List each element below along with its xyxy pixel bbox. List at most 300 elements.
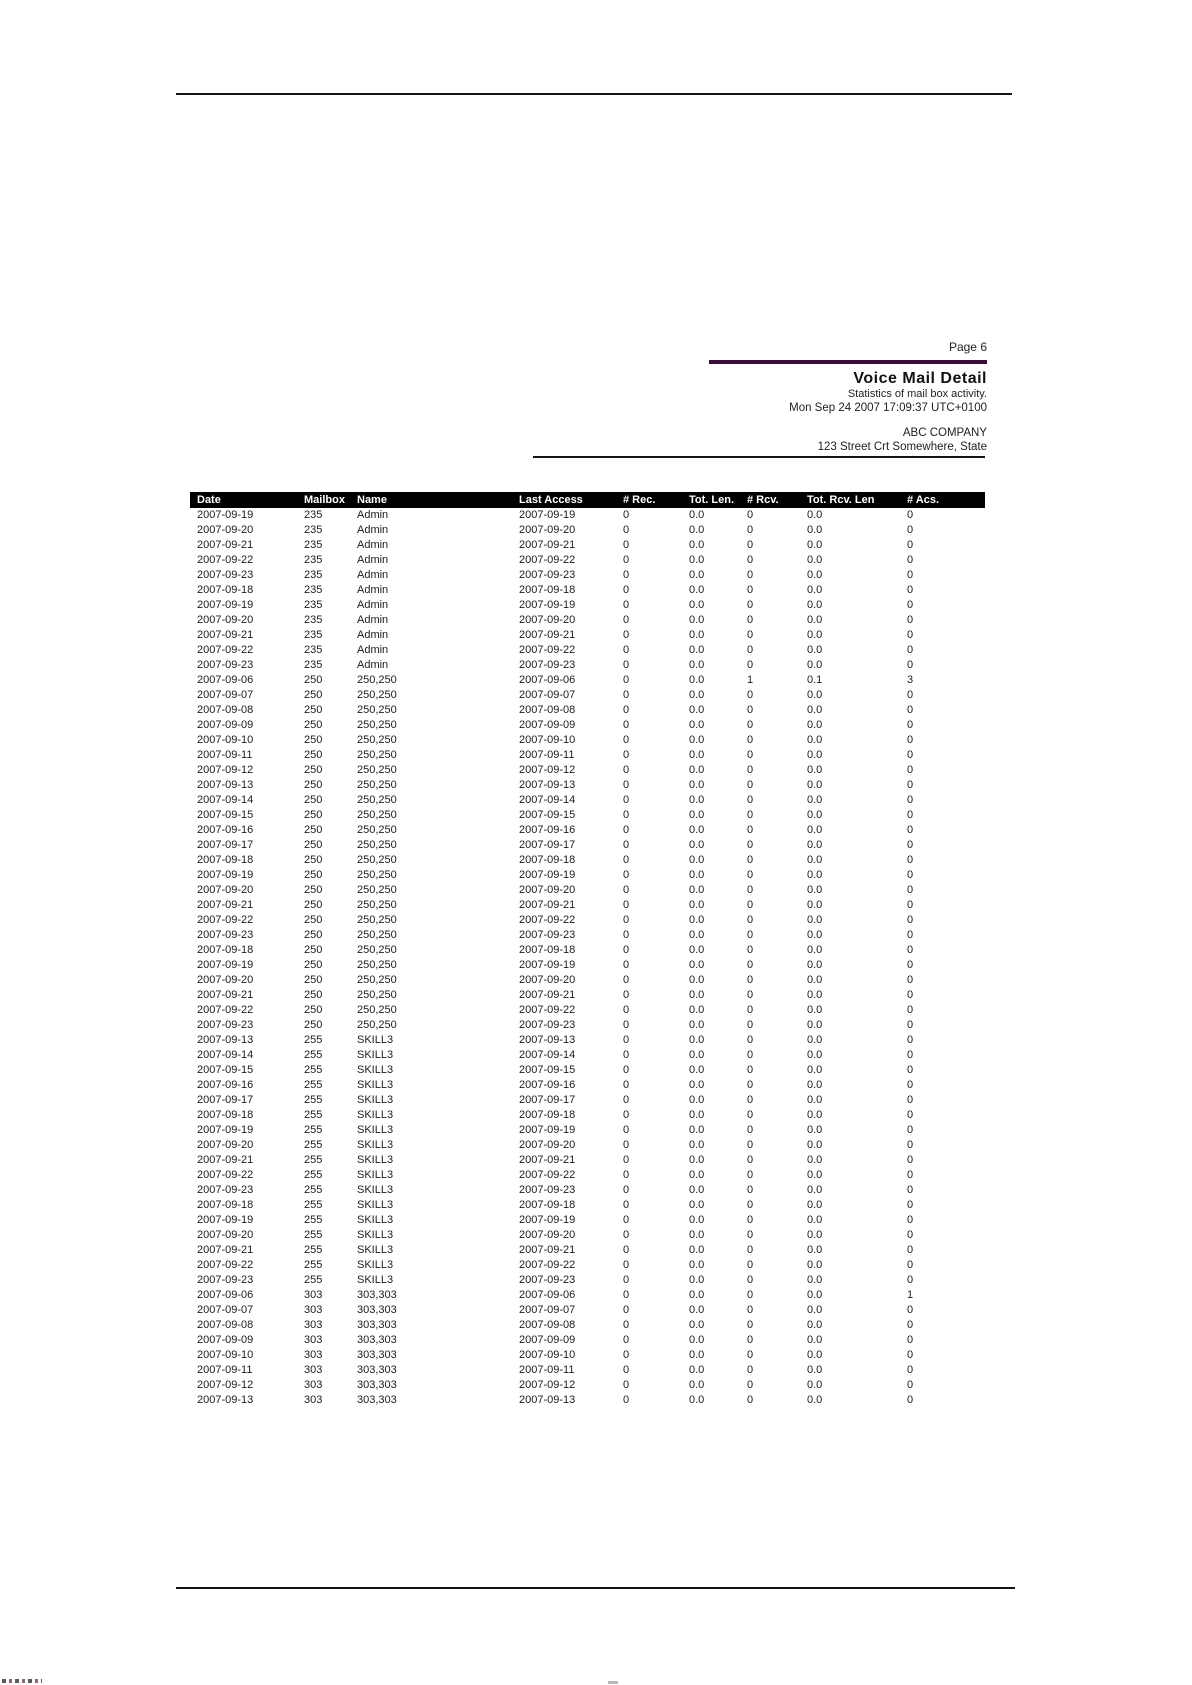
table-row <box>190 1108 985 1123</box>
table-cell: 2007-09-21 <box>519 539 576 551</box>
table-cell: 0.0 <box>807 1049 823 1061</box>
table-cell: SKILL3 <box>357 1109 394 1121</box>
table-cell: 2007-09-20 <box>519 884 576 896</box>
table-cell: 0 <box>623 1289 630 1301</box>
table-cell: 0.0 <box>807 974 823 986</box>
table-row <box>190 1393 985 1408</box>
table-cell: 250 <box>304 764 323 776</box>
table-cell: 0 <box>747 914 754 926</box>
table-cell: 0 <box>623 689 630 701</box>
table-cell: 0 <box>907 629 914 641</box>
address-rule <box>533 456 985 458</box>
table-cell: 0.0 <box>807 749 823 761</box>
table-cell: 0 <box>907 1139 914 1151</box>
table-cell: 0 <box>623 1244 630 1256</box>
table-cell: 2007-09-23 <box>519 569 576 581</box>
table-cell: 0 <box>623 1049 630 1061</box>
table-cell: 0 <box>623 1034 630 1046</box>
table-row <box>190 913 985 928</box>
table-cell: 0 <box>623 539 630 551</box>
table-cell: 0 <box>907 614 914 626</box>
table-row <box>190 583 985 598</box>
table-cell: 250,250 <box>357 719 397 731</box>
table-cell: 0.0 <box>689 674 705 686</box>
table-cell: 255 <box>304 1244 323 1256</box>
table-cell: 2007-09-19 <box>519 869 576 881</box>
table-cell: 0 <box>623 1064 630 1076</box>
table-cell: 0.0 <box>807 854 823 866</box>
table-row <box>190 1048 985 1063</box>
table-cell: 2007-09-06 <box>197 1289 254 1301</box>
table-cell: 0.0 <box>689 1079 705 1091</box>
table-cell: 1 <box>907 1289 914 1301</box>
table-cell: 0 <box>907 779 914 791</box>
table-cell: 0 <box>907 1154 914 1166</box>
table-cell: 0.0 <box>807 569 823 581</box>
table-cell: 2007-09-23 <box>519 1019 576 1031</box>
table-cell: 2007-09-23 <box>197 569 254 581</box>
table-cell: 0 <box>907 869 914 881</box>
table-cell: 0.0 <box>689 1289 705 1301</box>
table-row <box>190 598 985 613</box>
table-cell: 0.0 <box>807 824 823 836</box>
table-cell: 250 <box>304 809 323 821</box>
table-cell: 0 <box>907 554 914 566</box>
table-cell: 255 <box>304 1094 323 1106</box>
table-cell: 235 <box>304 659 323 671</box>
table-cell: 0 <box>623 1214 630 1226</box>
table-cell: 303 <box>304 1289 323 1301</box>
table-cell: 0 <box>747 1229 754 1241</box>
table-cell: 235 <box>304 584 323 596</box>
table-cell: 0 <box>907 809 914 821</box>
table-cell: 0 <box>907 1019 914 1031</box>
table-row <box>190 1318 985 1333</box>
table-row <box>190 1333 985 1348</box>
table-cell: 0.0 <box>807 914 823 926</box>
table-cell: 250 <box>304 884 323 896</box>
table-cell: 0 <box>623 554 630 566</box>
table-cell: 2007-09-21 <box>197 1154 254 1166</box>
table-cell: 250 <box>304 704 323 716</box>
table-cell: 250 <box>304 794 323 806</box>
table-cell: 2007-09-18 <box>519 854 576 866</box>
table-cell: 250 <box>304 824 323 836</box>
table-cell: 0.0 <box>807 1184 823 1196</box>
table-cell: 0 <box>623 1094 630 1106</box>
table-cell: 0.0 <box>689 1244 705 1256</box>
table-cell: 0 <box>747 1169 754 1181</box>
table-cell: 0 <box>623 704 630 716</box>
table-cell: 2007-09-12 <box>197 1379 254 1391</box>
table-cell: 2007-09-19 <box>519 1124 576 1136</box>
table-cell: 0 <box>747 1064 754 1076</box>
table-cell: 2007-09-23 <box>519 929 576 941</box>
table-cell: 2007-09-17 <box>197 839 254 851</box>
table-cell: 235 <box>304 539 323 551</box>
table-cell: 0.0 <box>689 824 705 836</box>
table-cell: 2007-09-10 <box>519 734 576 746</box>
table-cell: 2007-09-23 <box>519 1274 576 1286</box>
table-row <box>190 868 985 883</box>
table-cell: 250 <box>304 869 323 881</box>
table-cell: 2007-09-22 <box>519 554 576 566</box>
table-cell: 0.0 <box>807 1259 823 1271</box>
report-subtitle: Statistics of mail box activity. <box>847 388 987 400</box>
table-cell: 250,250 <box>357 854 397 866</box>
table-cell: 0.0 <box>689 854 705 866</box>
table-cell: 0 <box>907 1199 914 1211</box>
table-cell: 250,250 <box>357 989 397 1001</box>
table-row <box>190 808 985 823</box>
table-cell: 0.0 <box>807 959 823 971</box>
table-cell: 2007-09-09 <box>197 1334 254 1346</box>
table-cell: 2007-09-18 <box>197 584 254 596</box>
table-cell: 0 <box>907 854 914 866</box>
table-cell: 0 <box>907 1064 914 1076</box>
table-cell: 0 <box>623 1364 630 1376</box>
table-cell: 235 <box>304 599 323 611</box>
table-cell: 0 <box>747 614 754 626</box>
table-row <box>190 823 985 838</box>
table-cell: 0 <box>623 1304 630 1316</box>
table-row <box>190 538 985 553</box>
table-cell: 0.0 <box>689 764 705 776</box>
table-cell: 303,303 <box>357 1364 397 1376</box>
table-cell: 0.0 <box>689 944 705 956</box>
table-cell: 250 <box>304 929 323 941</box>
table-cell: 250,250 <box>357 794 397 806</box>
table-cell: 0 <box>623 524 630 536</box>
table-cell: 250,250 <box>357 749 397 761</box>
table-cell: 0.0 <box>807 554 823 566</box>
table-cell: 250,250 <box>357 824 397 836</box>
accent-rule <box>709 360 987 364</box>
table-row <box>190 1063 985 1078</box>
table-cell: 0 <box>907 659 914 671</box>
table-row <box>190 1303 985 1318</box>
table-cell: 2007-09-18 <box>197 944 254 956</box>
table-cell: 0 <box>747 809 754 821</box>
table-cell: 0.0 <box>689 704 705 716</box>
table-cell: 0.0 <box>689 689 705 701</box>
table-cell: 235 <box>304 554 323 566</box>
table-cell: 0.0 <box>807 509 823 521</box>
table-row <box>190 1378 985 1393</box>
table-cell: SKILL3 <box>357 1034 394 1046</box>
column-header: Last Access <box>512 492 616 508</box>
table-cell: 2007-09-18 <box>519 1199 576 1211</box>
table-cell: 0 <box>747 779 754 791</box>
table-cell: 2007-09-21 <box>519 1154 576 1166</box>
table-cell: 2007-09-21 <box>519 629 576 641</box>
table-cell: 303,303 <box>357 1379 397 1391</box>
table-cell: 0 <box>907 929 914 941</box>
table-cell: 0 <box>623 614 630 626</box>
table-cell: 0.0 <box>689 1109 705 1121</box>
table-cell: 0 <box>623 659 630 671</box>
table-row <box>190 1078 985 1093</box>
table-cell: 0.0 <box>807 1304 823 1316</box>
table-row <box>190 658 985 673</box>
table-cell: 0 <box>907 509 914 521</box>
table-cell: 0.0 <box>689 1259 705 1271</box>
table-row <box>190 1093 985 1108</box>
report-table-body <box>190 508 985 1408</box>
table-row <box>190 1138 985 1153</box>
table-cell: 0.0 <box>689 644 705 656</box>
table-cell: 0 <box>907 1079 914 1091</box>
table-row <box>190 1243 985 1258</box>
table-cell: 255 <box>304 1049 323 1061</box>
table-row <box>190 1123 985 1138</box>
table-cell: 0.0 <box>689 1124 705 1136</box>
table-cell: 0.0 <box>689 1184 705 1196</box>
table-cell: 255 <box>304 1079 323 1091</box>
table-cell: 0 <box>747 1319 754 1331</box>
table-row <box>190 883 985 898</box>
table-cell: 250 <box>304 959 323 971</box>
table-cell: 250,250 <box>357 974 397 986</box>
table-cell: 0.0 <box>689 989 705 1001</box>
table-cell: 0 <box>747 1214 754 1226</box>
table-cell: 2007-09-17 <box>519 839 576 851</box>
table-cell: 0.0 <box>807 839 823 851</box>
table-cell: 250,250 <box>357 764 397 776</box>
table-cell: 0.0 <box>807 1004 823 1016</box>
table-header-row <box>190 492 985 508</box>
table-row <box>190 1258 985 1273</box>
table-cell: 2007-09-12 <box>197 764 254 776</box>
table-cell: 0.0 <box>807 1379 823 1391</box>
table-cell: 0.0 <box>807 1109 823 1121</box>
table-cell: 0 <box>623 974 630 986</box>
table-cell: 2007-09-22 <box>197 914 254 926</box>
table-cell: 303 <box>304 1394 323 1406</box>
table-cell: 303,303 <box>357 1394 397 1406</box>
table-cell: 0 <box>623 794 630 806</box>
table-row <box>190 1288 985 1303</box>
table-cell: 0.0 <box>807 869 823 881</box>
table-cell: 0.0 <box>807 929 823 941</box>
table-cell: 2007-09-15 <box>519 1064 576 1076</box>
table-cell: 0 <box>907 1364 914 1376</box>
table-cell: 2007-09-21 <box>197 899 254 911</box>
table-cell: 2007-09-22 <box>197 1259 254 1271</box>
table-cell: 0 <box>747 689 754 701</box>
table-cell: 0.0 <box>689 719 705 731</box>
table-cell: 0.0 <box>807 1079 823 1091</box>
table-cell: 0 <box>907 1319 914 1331</box>
table-row <box>190 1213 985 1228</box>
table-cell: 2007-09-13 <box>197 1394 254 1406</box>
table-cell: 2007-09-22 <box>197 1169 254 1181</box>
table-cell: 0 <box>623 899 630 911</box>
footer-rule <box>176 1587 1015 1589</box>
table-cell: 250,250 <box>357 809 397 821</box>
table-cell: 0 <box>747 734 754 746</box>
table-cell: 0.0 <box>807 1169 823 1181</box>
table-cell: 0.0 <box>689 1064 705 1076</box>
table-cell: 255 <box>304 1259 323 1271</box>
table-cell: 3 <box>907 674 914 686</box>
table-cell: 0.0 <box>689 584 705 596</box>
table-cell: 250 <box>304 674 323 686</box>
table-cell: 2007-09-12 <box>519 1379 576 1391</box>
table-cell: 0 <box>907 1124 914 1136</box>
table-cell: 0 <box>907 1169 914 1181</box>
table-cell: SKILL3 <box>357 1079 394 1091</box>
table-cell: 235 <box>304 509 323 521</box>
table-cell: 0 <box>747 1034 754 1046</box>
table-cell: 0.0 <box>689 809 705 821</box>
table-cell: 0 <box>907 884 914 896</box>
column-header: Mailbox <box>297 492 350 508</box>
table-cell: 0.0 <box>807 599 823 611</box>
table-cell: 0 <box>907 719 914 731</box>
column-header: # Rec. <box>616 492 682 508</box>
table-cell: 0 <box>623 1349 630 1361</box>
table-cell: 2007-09-13 <box>519 1394 576 1406</box>
table-cell: 255 <box>304 1064 323 1076</box>
table-cell: 0 <box>747 599 754 611</box>
table-cell: Admin <box>357 524 389 536</box>
table-cell: 255 <box>304 1229 323 1241</box>
table-cell: 0 <box>907 599 914 611</box>
table-cell: 0 <box>907 989 914 1001</box>
table-cell: 0.0 <box>807 1034 823 1046</box>
table-cell: 2007-09-23 <box>197 1184 254 1196</box>
table-cell: 2007-09-16 <box>197 824 254 836</box>
table-cell: 2007-09-06 <box>519 674 576 686</box>
table-cell: 250 <box>304 689 323 701</box>
table-cell: 0.0 <box>807 1214 823 1226</box>
table-cell: 0.0 <box>689 749 705 761</box>
table-row <box>190 1273 985 1288</box>
table-cell: 0 <box>623 1229 630 1241</box>
table-cell: 2007-09-23 <box>197 929 254 941</box>
table-cell: 0.0 <box>689 839 705 851</box>
table-cell: 2007-09-18 <box>519 1109 576 1121</box>
table-cell: SKILL3 <box>357 1274 394 1286</box>
table-cell: 255 <box>304 1034 323 1046</box>
report-title: Voice Mail Detail <box>853 370 987 387</box>
table-cell: 2007-09-19 <box>197 509 254 521</box>
table-cell: 2007-09-22 <box>519 1004 576 1016</box>
table-cell: 0 <box>747 629 754 641</box>
table-cell: 2007-09-14 <box>519 1049 576 1061</box>
table-cell: 2007-09-15 <box>197 809 254 821</box>
table-cell: 0.0 <box>689 539 705 551</box>
table-cell: 2007-09-13 <box>197 1034 254 1046</box>
table-cell: 250 <box>304 839 323 851</box>
table-cell: 0 <box>907 1109 914 1121</box>
table-cell: 250 <box>304 854 323 866</box>
table-cell: 0 <box>747 854 754 866</box>
table-cell: 2007-09-20 <box>197 884 254 896</box>
table-cell: 250,250 <box>357 959 397 971</box>
table-cell: 2007-09-19 <box>197 959 254 971</box>
table-cell: 255 <box>304 1184 323 1196</box>
table-cell: 250,250 <box>357 674 397 686</box>
table-cell: 250 <box>304 749 323 761</box>
table-cell: 2007-09-19 <box>519 959 576 971</box>
table-cell: 250 <box>304 989 323 1001</box>
table-cell: 2007-09-11 <box>197 1364 253 1376</box>
table-cell: 0.0 <box>807 1199 823 1211</box>
table-cell: 2007-09-16 <box>519 824 576 836</box>
table-cell: 0.0 <box>689 1274 705 1286</box>
report-header <box>400 340 987 455</box>
table-row <box>190 613 985 628</box>
table-cell: 250,250 <box>357 1004 397 1016</box>
table-cell: 0 <box>907 644 914 656</box>
table-cell: 0 <box>623 1199 630 1211</box>
table-cell: 2007-09-10 <box>519 1349 576 1361</box>
table-cell: 2007-09-19 <box>197 1124 254 1136</box>
table-cell: 0 <box>623 1079 630 1091</box>
company-block <box>400 426 987 455</box>
table-cell: 0 <box>623 824 630 836</box>
table-cell: 235 <box>304 569 323 581</box>
table-cell: 250,250 <box>357 929 397 941</box>
table-cell: 0 <box>747 1004 754 1016</box>
table-cell: 0 <box>747 959 754 971</box>
report-timestamp: Mon Sep 24 2007 17:09:37 UTC+0100 <box>789 402 987 414</box>
table-cell: 2007-09-20 <box>197 1229 254 1241</box>
table-cell: 0 <box>907 524 914 536</box>
table-cell: 0 <box>747 719 754 731</box>
table-cell: 0 <box>623 1019 630 1031</box>
table-cell: 0.0 <box>689 1214 705 1226</box>
table-cell: 250 <box>304 734 323 746</box>
table-cell: 0 <box>747 644 754 656</box>
table-cell: 2007-09-14 <box>519 794 576 806</box>
table-cell: 0 <box>907 1094 914 1106</box>
table-cell: 0 <box>747 884 754 896</box>
table-cell: 0.0 <box>689 1034 705 1046</box>
table-cell: 0 <box>907 689 914 701</box>
table-cell: Admin <box>357 629 389 641</box>
table-cell: SKILL3 <box>357 1199 394 1211</box>
table-cell: 255 <box>304 1274 323 1286</box>
table-row <box>190 673 985 688</box>
table-cell: 2007-09-09 <box>519 1334 576 1346</box>
table-cell: 0 <box>747 1154 754 1166</box>
page-number: Page 6 <box>948 340 987 354</box>
table-cell: 2007-09-15 <box>197 1064 254 1076</box>
table-cell: 0 <box>623 1334 630 1346</box>
table-cell: 250,250 <box>357 914 397 926</box>
table-cell: 2007-09-21 <box>197 629 254 641</box>
table-cell: 0 <box>747 1244 754 1256</box>
scan-artifact-center <box>608 1681 618 1684</box>
table-cell: 0 <box>907 1394 914 1406</box>
voicemail-detail-table <box>190 492 985 1408</box>
table-cell: 0 <box>747 1109 754 1121</box>
table-cell: 0 <box>747 1049 754 1061</box>
table-row <box>190 628 985 643</box>
table-cell: 0.0 <box>807 884 823 896</box>
table-cell: 250,250 <box>357 1019 397 1031</box>
table-row <box>190 703 985 718</box>
table-cell: 0 <box>747 794 754 806</box>
table-cell: 0.0 <box>689 794 705 806</box>
table-cell: 0 <box>747 1334 754 1346</box>
table-cell: Admin <box>357 644 389 656</box>
table-cell: 2007-09-13 <box>519 779 576 791</box>
table-cell: 303 <box>304 1319 323 1331</box>
